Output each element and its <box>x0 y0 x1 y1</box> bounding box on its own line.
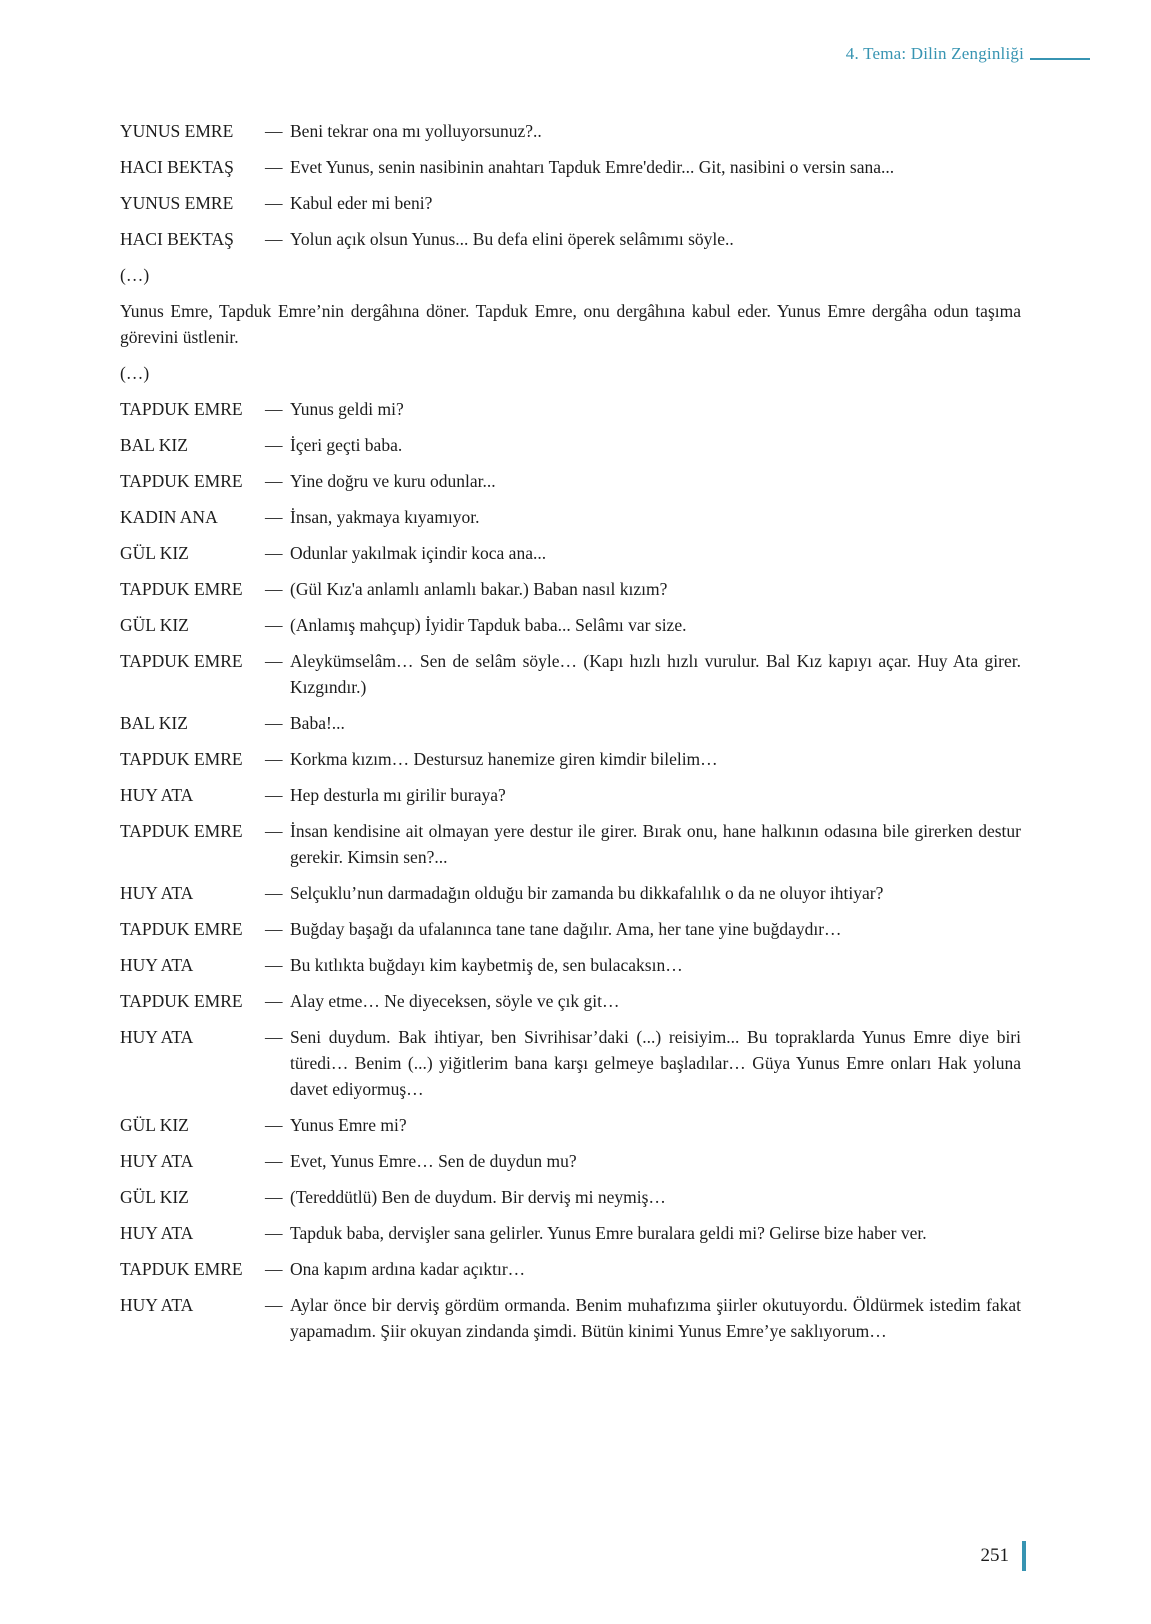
speaker-name: TAPDUK EMRE <box>120 399 243 419</box>
dialogue-dash: — <box>265 229 283 249</box>
speech-text: Seni duydum. Bak ihtiyar, ben Sivrihisar’daki (...) reisiyim... Bu topraklarda Yunus Emre diye biri türedi… Benim (...) yiğitlerim bana karşı gelmeye başladılar… Güya Yunus Emre onları Hak yoluna davet ediyormuş… <box>290 1027 1021 1099</box>
speaker-name: GÜL KIZ <box>120 1187 189 1207</box>
speech-text: İçeri geçti baba. <box>290 435 403 455</box>
speech-text: İnsan, yakmaya kıyamıyor. <box>290 507 480 527</box>
dialogue-line <box>120 396 1021 422</box>
dialogue-line <box>120 226 1021 252</box>
speaker-name: HUY ATA <box>120 1027 194 1047</box>
dialogue-dash: — <box>265 193 283 213</box>
speech-text: Buğday başağı da ufalanınca tane tane dağılır. Ama, her tane yine buğdaydır… <box>290 919 842 939</box>
dialogue-dash: — <box>265 1187 283 1207</box>
dialogue-dash: — <box>265 1151 283 1171</box>
dialogue-dash: — <box>265 955 283 975</box>
dialogue-line <box>120 782 1021 808</box>
dialogue-dash: — <box>265 435 283 455</box>
speech-text: Yine doğru ve kuru odunlar... <box>290 471 496 491</box>
dialogue-dash: — <box>265 883 283 903</box>
dialogue-dash: — <box>265 749 283 769</box>
narration-paragraph: Yunus Emre, Tapduk Emre’nin dergâhına döner. Tapduk Emre, onu dergâhına kabul eder. Yunus Emre dergâha odun taşıma görevini üstlenir. <box>120 301 1021 347</box>
speaker-name: HUY ATA <box>120 1223 194 1243</box>
speaker-name: TAPDUK EMRE <box>120 579 243 599</box>
speech-text: Odunlar yakılmak içindir koca ana... <box>290 543 547 563</box>
speech-text: Baba!... <box>290 713 345 733</box>
speech-text: Bu kıtlıkta buğdayı kim kaybetmiş de, sen bulacaksın… <box>290 955 683 975</box>
dialogue-line <box>120 952 1021 978</box>
dialogue-line <box>120 710 1021 736</box>
speech-text: Aylar önce bir derviş gördüm ormanda. Benim muhafızıma şiirler okutuyordu. Öldürmek istedim fakat yapamadım. Şiir okuyan zindanda şimdi. Bütün kinimi Yunus Emre’ye saklıyorum… <box>290 1295 1021 1341</box>
speech-text: Beni tekrar ona mı yolluyorsunuz?.. <box>290 121 542 141</box>
speaker-name: TAPDUK EMRE <box>120 471 243 491</box>
page-header <box>846 44 1090 64</box>
speaker-name: GÜL KIZ <box>120 543 189 563</box>
dialogue-line <box>120 818 1021 870</box>
speaker-name: TAPDUK EMRE <box>120 749 243 769</box>
dialogue-dash: — <box>265 579 283 599</box>
speech-text: (Tereddütlü) Ben de duydum. Bir derviş mi neymiş… <box>290 1187 666 1207</box>
dialogue-dash: — <box>265 991 283 1011</box>
speaker-name: GÜL KIZ <box>120 615 189 635</box>
speech-text: Korkma kızım… Destursuz hanemize giren kimdir bilelim… <box>290 749 718 769</box>
speech-text: Yunus Emre mi? <box>290 1115 407 1135</box>
speech-text: İnsan kendisine ait olmayan yere destur ile girer. Bırak onu, hane halkının odasına bile girerken destur gerekir. Kimsin sen?... <box>290 821 1021 867</box>
speech-text: Kabul eder mi beni? <box>290 193 433 213</box>
speaker-name: TAPDUK EMRE <box>120 651 243 671</box>
dialogue-line <box>120 1112 1021 1138</box>
dialogue-dash: — <box>265 651 283 671</box>
dialogue-line <box>120 1220 1021 1246</box>
dialogue-dash: — <box>265 615 283 635</box>
speaker-name: TAPDUK EMRE <box>120 1259 243 1279</box>
speaker-name: TAPDUK EMRE <box>120 991 243 1011</box>
dialogue-dash: — <box>265 1259 283 1279</box>
speech-text: (Anlamış mahçup) İyidir Tapduk baba... Selâmı var size. <box>290 615 687 635</box>
page-footer <box>981 1541 1027 1571</box>
dialogue-dash: — <box>265 785 283 805</box>
speaker-name: YUNUS EMRE <box>120 121 234 141</box>
dialogue-dash: — <box>265 1295 283 1315</box>
speech-text: Tapduk baba, dervişler sana gelirler. Yunus Emre buralara geldi mi? Gelirse bize haber ver. <box>290 1223 927 1243</box>
dialogue-line <box>120 576 1021 602</box>
dialogue-line <box>120 916 1021 942</box>
speaker-name: HUY ATA <box>120 1151 194 1171</box>
dialogue-line <box>120 1184 1021 1210</box>
dialogue-line <box>120 612 1021 638</box>
dialogue-dash: — <box>265 919 283 939</box>
speech-text: Evet Yunus, senin nasibinin anahtarı Tapduk Emre'dedir... Git, nasibini o versin sana... <box>290 157 895 177</box>
dialogue-line <box>120 190 1021 216</box>
speaker-name: HUY ATA <box>120 883 194 903</box>
speech-text: Alay etme… Ne diyeceksen, söyle ve çık git… <box>290 991 620 1011</box>
speaker-name: HACI BEKTAŞ <box>120 229 234 249</box>
dialogue-dash: — <box>265 507 283 527</box>
dialogue-dash: — <box>265 543 283 563</box>
dialogue-dash: — <box>265 121 283 141</box>
dialogue-line <box>120 432 1021 458</box>
dialogue-dash: — <box>265 471 283 491</box>
speaker-name: TAPDUK EMRE <box>120 821 243 841</box>
dialogue-line <box>120 1148 1021 1174</box>
header-rule <box>1030 58 1090 60</box>
dialogue-dash: — <box>265 1027 283 1047</box>
dialogue-line <box>120 880 1021 906</box>
dialogue-line <box>120 648 1021 700</box>
speech-text: Yolun açık olsun Yunus... Bu defa elini öperek selâmımı söyle.. <box>290 229 734 249</box>
speech-text: Ona kapım ardına kadar açıktır… <box>290 1259 526 1279</box>
dialogue-line <box>120 468 1021 494</box>
speaker-name: BAL KIZ <box>120 435 188 455</box>
speaker-name: YUNUS EMRE <box>120 193 234 213</box>
speaker-name: HUY ATA <box>120 785 194 805</box>
dialogue-dash: — <box>265 1223 283 1243</box>
dialogue-line <box>120 1024 1021 1102</box>
speaker-name: TAPDUK EMRE <box>120 919 243 939</box>
ellipsis-line: (…) <box>120 265 150 285</box>
speech-text: Selçuklu’nun darmadağın olduğu bir zamanda bu dikkafalılık o da ne oluyor ihtiyar? <box>290 883 884 903</box>
speaker-name: KADIN ANA <box>120 507 218 527</box>
speaker-name: HACI BEKTAŞ <box>120 157 234 177</box>
dialogue-line <box>120 540 1021 566</box>
dialogue-list <box>120 118 1021 1354</box>
dialogue-line <box>120 1256 1021 1282</box>
dialogue-line <box>120 154 1021 180</box>
footer-accent-bar <box>1022 1541 1026 1571</box>
dialogue-line <box>120 988 1021 1014</box>
dialogue-line <box>120 746 1021 772</box>
speaker-name: GÜL KIZ <box>120 1115 189 1135</box>
dialogue-dash: — <box>265 399 283 419</box>
dialogue-dash: — <box>265 821 283 841</box>
dialogue-line <box>120 1292 1021 1344</box>
speech-text: (Gül Kız'a anlamlı anlamlı bakar.) Baban nasıl kızım? <box>290 579 668 599</box>
page-number: 251 <box>980 1545 1009 1566</box>
dialogue-dash: — <box>265 1115 283 1135</box>
speech-text: Aleykümselâm… Sen de selâm söyle… (Kapı hızlı hızlı vurulur. Bal Kız kapıyı açar. Huy Ata girer. Kızgındır.) <box>290 651 1021 697</box>
dialogue-dash: — <box>265 713 283 733</box>
ellipsis-line: (…) <box>120 363 150 383</box>
dialogue-dash: — <box>265 157 283 177</box>
speech-text: Hep desturla mı girilir buraya? <box>290 785 506 805</box>
speaker-name: BAL KIZ <box>120 713 188 733</box>
speech-text: Yunus geldi mi? <box>290 399 404 419</box>
speaker-name: HUY ATA <box>120 955 194 975</box>
speaker-name: HUY ATA <box>120 1295 194 1315</box>
theme-title: 4. Tema: Dilin Zenginliği <box>845 44 1024 63</box>
dialogue-line <box>120 504 1021 530</box>
speech-text: Evet, Yunus Emre… Sen de duydun mu? <box>290 1151 577 1171</box>
dialogue-line <box>120 118 1021 144</box>
